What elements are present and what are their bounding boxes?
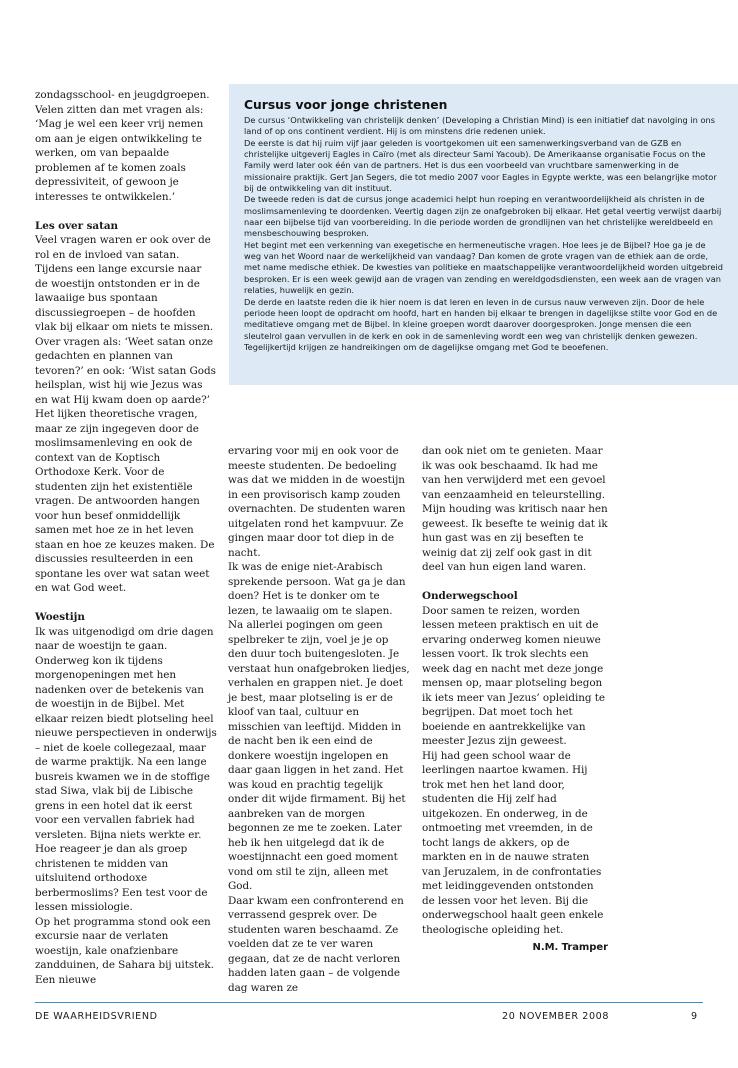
woestijn-paragraph-2: Op het programma stond ook een excursie naar de verlaten woestijn, kale onafzienbare zandduinen, de Sahara bij uitstek. Een nieuwe <box>35 915 214 986</box>
footer-page-number: 9 <box>691 1011 698 1022</box>
heading-onderwegschool: Onderwegschool <box>422 590 518 602</box>
spacer <box>422 575 608 590</box>
column2-paragraph-2: Ik was de enige niet-Arabisch sprekende persoon. Wat ga je dan doen? Het is te donker om te lezen, te lawaaiig om te slapen. Na allerlei pogingen om geen spelbreker te zijn, voel je je op den duur toch buitengesloten. Je verstaat hun onafgebroken liedjes, verhalen en grappen niet. Je doet je best, maar plotseling is er de kloof van taal, cultuur en misschien van leeftijd. Midden in de nacht ben ik een eind de donkere woestijn ingelopen en daar gaan liggen in het zand. Het was koud en prachtig tegelijk onder dit wijde firmament. Bij het aanbreken van de morgen begonnen ze me te zoeken. Later heb ik hen uitgelegd dat ik de woestijnnacht een goed moment vond om stil te zijn, alleen met God. <box>228 561 410 892</box>
spacer <box>35 596 217 611</box>
satan-paragraph-1: Veel vragen waren er ook over de rol en de invloed van satan. Tijdens een lange excursie naar de woestijn ontstonden er in de lawaaiige bus spontaan discussiegroepen – de hoofden vlak bij elkaar om niets te missen. Over vragen als: ‘Weet satan onze gedachten en plannen van tevoren?’ en ook: ‘Wist satan Gods heilsplan, wist hij wie Jezus was en wat Hij kwam doen op aarde?’ <box>35 234 216 406</box>
article-column-2 <box>228 444 410 995</box>
woestijn-paragraph-1: Ik was uitgenodigd om drie dagen naar de woestijn te gaan. Onderweg kon ik tijdens morgenopeningen met hen nadenken over de betekenis van de woestijn in de Bijbel. Met elkaar reizen biedt plotseling heel nieuwe perspectieven in onderwijs – niet de koele collegezaal, maar de warme praktijk. Na een lange busreis kwamen we in de stoffige stad Siwa, vlak bij de Libische grens in een hotel dat ik eerst voor een vervallen fabriek had versleten. Bijna niets werkte er. Hoe reageer je dan als groep christenen te midden van uitsluitend orthodoxe berbermoslims? Een test voor de lessen missiologie. <box>35 625 217 913</box>
column3-paragraph-1: dan ook niet om te genieten. Maar ik was ook beschaamd. Ik had me van hen verwijderd met een gevoel van eenzaamheid en teleurstelling. Mijn houding was kritisch naar hen geweest. Ik besefte te weinig dat ik hun gast was en zij beseften te weinig dat zij zelf ook gast in dit deel van hun eigen land waren. <box>422 445 608 573</box>
intro-paragraph: zondagsschool- en jeugdgroepen. Velen zitten dan met vragen als: ‘Mag je wel een keer vrij nemen om aan je eigen ontwikkeling te werken, om van bepaalde problemen af te komen zoals depressiviteit, of gewoon je interesses te ontwikkelen.’ <box>35 89 210 203</box>
footer-rule <box>35 1002 703 1003</box>
column2-paragraph-1: ervaring voor mij en ook voor de meeste studenten. De bedoeling was dat we midden in de woestijn in een provisorisch kamp zouden overnachten. De studenten waren uitgelaten rond het kampvuur. Ze gingen maar door tot diep in de nacht. <box>228 445 406 559</box>
satan-paragraph-2: Het lijken theoretische vragen, maar ze zijn ingegeven door de moslimsamenleving en ook de context van de Koptisch Orthodoxe Kerk. Voor de studenten zijn het existentiële vragen. De antwoorden hangen voor hun besef onmiddellijk samen met hoe ze in het leven staan en hoe ze keuzes maken. De discussies resulteerden in een spontane les over wat satan weet en wat God weet. <box>35 408 215 594</box>
sidebar-paragraph: De eerste is dat hij ruim vijf jaar geleden is voortgekomen uit een samenwerkingsverband van de GZB en christelijke uitgeverij Eagles in Caïro (met als directeur Sami Yacoub). De Amerikaanse organisatie Focus on the Family werd later ook één van de partners. Het is dus een voorbeeld van vruchtbare samenwerking in de missionaire praktijk. Gert Jan Segers, die tot medio 2007 voor Eagles in Egypte werkte, was een belangrijke motor bij de ontwikkeling van dit instituut. <box>244 137 717 194</box>
sidebar-paragraph: De tweede reden is dat de cursus jonge academici helpt hun roeping en verantwoordelijkheid als christen in de moslimsamenleving te doordenken. Veertig dagen zijn ze onafgebroken bij elkaar. Het getal veertig verwijst daarbij naar een bijbelse tijd van voorbereiding. In die periode worden de grondlijnen van het christelijke wereldbeeld en mensbeschouwing besproken. <box>244 194 722 239</box>
heading-woestijn: Woestijn <box>35 611 85 623</box>
sidebar-paragraph: De cursus ‘Ontwikkeling van christelijk denken’ (Developing a Christian Mind) is een initiatief dat navolging in ons land of op ons continent verdient. Hij is om minstens drie redenen uniek. <box>244 115 716 137</box>
article-column-1 <box>35 88 217 987</box>
footer-date: 20 NOVEMBER 2008 <box>502 1011 610 1022</box>
article-column-3 <box>422 444 608 956</box>
spacer <box>35 204 217 219</box>
sidebar-box <box>229 84 738 385</box>
sidebar-paragraph: De derde en laatste reden die ik hier noem is dat leren en leven in de cursus nauw verweven zijn. Door de hele periode heen loopt de opdracht om hoofd, hart en handen bij elkaar te brengen in dagelijkse stilte voor God en de meditatieve omgang met de Bijbel. In kleine groepen wordt daarover doorgesproken. Jonge mensen die een sleutelrol gaan vervullen in de kerk en ook in de samenleving wordt een weg van christelijk denken gewezen. Tegelijkertijd krijgen ze handreikingen om de dagelijkse omgang met God te beoefenen. <box>244 296 718 352</box>
column3-paragraph-3: Hij had geen school waar de leerlingen naartoe kwamen. Hij trok met hen het land door, studenten die Hij zelf had uitgekozen. En onderweg, in de ontmoeting met vreemden, in de tocht langs de akkers, op de markten en in de nauwe straten van Jeruzalem, in de confrontaties met leidinggevenden ontstonden de lessen voor het leven. Bij die onderwegschool haalt geen enkele theologische opleiding het. <box>422 749 604 936</box>
heading-satan: Les over satan <box>35 219 119 232</box>
sidebar-title: Cursus voor jonge christenen <box>244 98 448 112</box>
sidebar-paragraph: Het begint met een verkenning van exegetische en hermeneutische vragen. Hoe lees je de Bijbel? Hoe ga je de weg van het Woord naar de werkelijkheid van vandaag? Dan komen de grote vragen van de ethiek aan de orde, met name medische ethiek. De kwesties van politieke en maatschappelijke verantwoordelijkheid worden uitgebreid besproken. Er is een week gewijd aan de vragen van zending en wereldgodsdiensten, een week aan de vragen van relaties, huwelijk en gezin. <box>244 239 723 296</box>
column2-paragraph-3: Daar kwam een confronterend en verrassend gesprek over. De studenten waren beschaamd. Ze voelden dat ze te ver waren gegaan, dat ze de nacht verloren hadden laten gaan – de volgende dag waren ze <box>228 894 404 994</box>
column3-paragraph-2: Door samen te reizen, worden lessen meteen praktisch en uit de ervaring onderweg komen nieuwe lessen voort. Ik trok slechts een week dag en nacht met deze jonge mensen op, maar plotseling begon ik iets meer van Jezus’ opleiding te begrijpen. Dat moet toch het boeiende en aantrekkelijke van meester Jezus zijn geweest. <box>422 604 605 747</box>
author-signature: N.M. Tramper <box>532 942 608 953</box>
footer-publication: DE WAARHEIDSVRIEND <box>35 1011 158 1022</box>
